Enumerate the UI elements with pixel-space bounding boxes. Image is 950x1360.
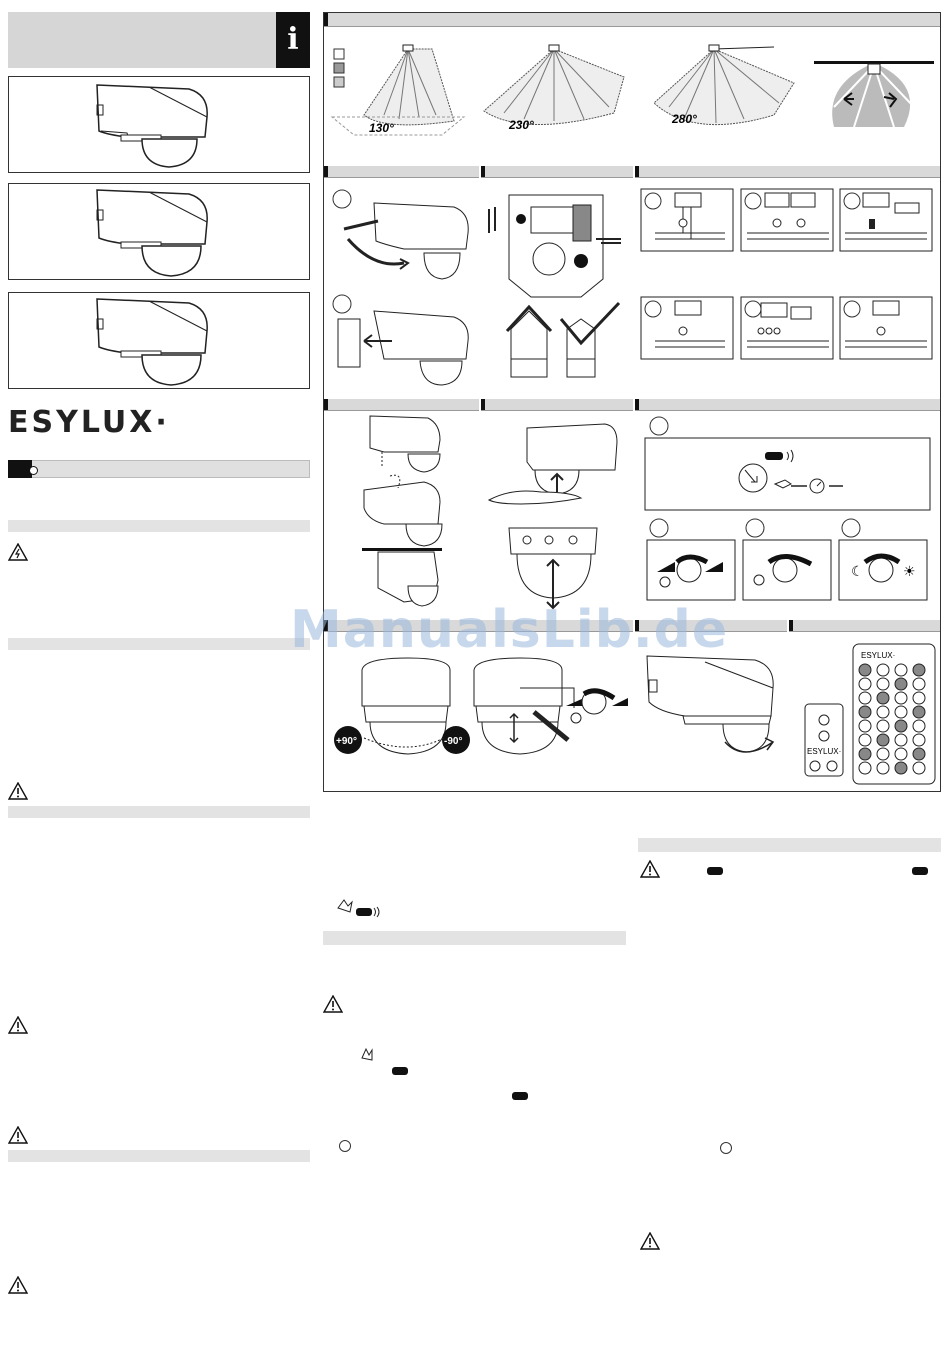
ir-remote-icon — [512, 1092, 528, 1100]
sensor-illustration-icon — [9, 293, 309, 388]
remote-key — [913, 748, 925, 760]
remote-key — [877, 762, 889, 774]
warning-icon — [640, 860, 660, 878]
remote-key — [859, 748, 871, 760]
product-view-3 — [8, 292, 310, 389]
product-view-1 — [8, 76, 310, 173]
section-header-3 — [8, 806, 310, 818]
ir-remote-icon — [392, 1067, 408, 1075]
sensor-illustration-icon — [9, 77, 309, 172]
settings-header — [635, 399, 940, 411]
remote-key — [859, 734, 871, 746]
brand-logo: ESYLUX· — [8, 405, 170, 440]
remote-key — [859, 678, 871, 690]
detection-range-header — [324, 13, 940, 27]
remote-key — [895, 664, 907, 676]
product-view-2 — [8, 183, 310, 280]
remote-key — [895, 734, 907, 746]
hand-ir-icon — [336, 896, 386, 918]
wiring-panel — [635, 179, 940, 397]
section-header-2 — [8, 638, 310, 650]
remote-key — [877, 734, 889, 746]
section-header-5 — [323, 931, 626, 945]
plus-90-label: +90° — [336, 736, 357, 747]
wiring-header — [635, 166, 940, 178]
wiring-diagram-e — [741, 297, 833, 359]
remote-large — [853, 644, 935, 784]
ceiling-mount-panel — [324, 412, 479, 618]
remote-key — [913, 734, 925, 746]
settings-panel — [635, 412, 940, 618]
ir-remote-icon — [707, 867, 723, 875]
head-removal-panel — [481, 412, 633, 618]
remote-key — [877, 692, 889, 704]
wiring-diagram-c — [840, 189, 932, 251]
remote-key — [859, 762, 871, 774]
section-header-1 — [8, 520, 310, 532]
angle-label-230: 230° — [509, 118, 534, 132]
detection-cone-230 — [484, 45, 624, 132]
moon-icon: ☾ — [851, 563, 864, 579]
remote-key — [895, 720, 907, 732]
warning-icon — [8, 1016, 28, 1034]
section-header-6 — [638, 838, 941, 852]
remote-key — [913, 678, 925, 690]
detection-range-panel — [324, 27, 940, 165]
remote-small — [805, 704, 843, 776]
remote-panel — [789, 632, 940, 790]
remote-key — [859, 706, 871, 718]
info-header-box — [8, 12, 310, 68]
remote-key — [913, 762, 925, 774]
remote-key — [913, 664, 925, 676]
warning-icon — [8, 1126, 28, 1144]
minus-90-label: -90° — [444, 736, 463, 747]
sensor-illustration-icon — [9, 184, 309, 279]
remote-key — [913, 720, 925, 732]
remote-key — [859, 664, 871, 676]
remote-large-brand: ESYLUX· — [861, 651, 896, 660]
open-housing-panel — [324, 179, 479, 397]
language-bar — [8, 460, 310, 478]
remote-key — [877, 678, 889, 690]
detection-side-view — [814, 61, 934, 127]
warning-icon — [640, 1232, 660, 1250]
reset-button-icon — [720, 1142, 732, 1154]
remote-key — [877, 748, 889, 760]
ir-remote-icon — [912, 867, 928, 875]
wiring-diagram-a — [641, 189, 733, 251]
open-housing-header — [324, 166, 479, 178]
mounting-panel — [481, 179, 633, 397]
wiring-diagram-d — [641, 297, 733, 359]
remote-key — [877, 720, 889, 732]
remote-key — [913, 706, 925, 718]
remote-key — [895, 678, 907, 690]
warning-icon — [323, 995, 343, 1013]
wiring-diagram-f — [840, 297, 932, 359]
remote-key — [859, 720, 871, 732]
remote-key — [859, 692, 871, 704]
remote-key — [895, 692, 907, 704]
wiring-diagram-b — [741, 189, 833, 251]
mounting-header — [481, 166, 633, 178]
detection-cone-280 — [654, 45, 794, 126]
angle-label-280: 280° — [672, 112, 697, 126]
p-button-icon — [339, 1140, 351, 1152]
remote-key — [895, 762, 907, 774]
watermark: ManualsLib.de — [290, 600, 729, 660]
warning-icon — [8, 1276, 28, 1294]
hand-icon — [360, 1046, 376, 1062]
section-header-4 — [8, 1150, 310, 1162]
remote-key — [877, 706, 889, 718]
remote-key — [913, 692, 925, 704]
ceiling-mount-header — [324, 399, 479, 411]
remote-key — [895, 706, 907, 718]
warning-icon — [8, 782, 28, 800]
remote-header — [789, 620, 940, 632]
language-dot-icon — [29, 466, 38, 475]
electric-warning-icon — [8, 543, 28, 561]
remote-small-brand: ESYLUX· — [807, 747, 842, 756]
remote-key — [877, 664, 889, 676]
remote-key — [895, 748, 907, 760]
info-icon: i — [276, 12, 310, 68]
detection-cone-130 — [332, 45, 464, 135]
sun-icon: ☀ — [903, 563, 916, 579]
angle-label-130: 130° — [369, 121, 394, 135]
head-removal-header — [481, 399, 633, 411]
